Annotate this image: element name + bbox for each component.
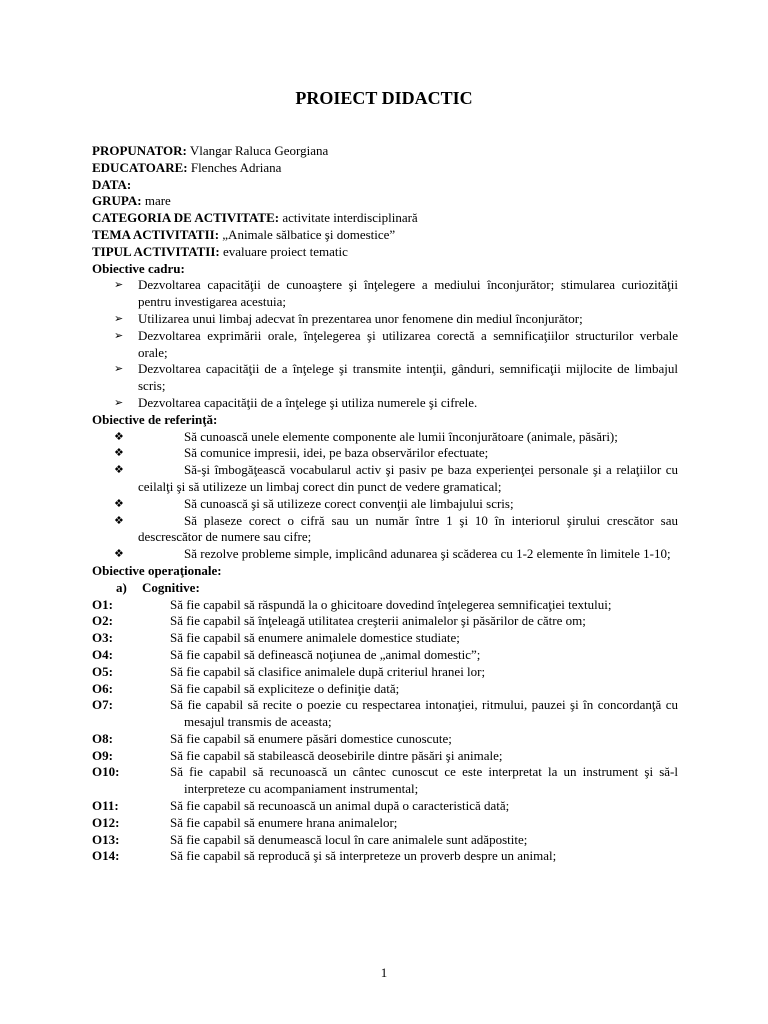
list-item: O6: Să fie capabil să expliciteze o definiţie dată; bbox=[92, 680, 400, 696]
obiective-referinta-list bbox=[92, 429, 678, 563]
field-tipul: TIPUL ACTIVITATII: evaluare proiect tematic bbox=[92, 243, 348, 259]
list-item: ❖ Să cunoască şi să utilizeze corect convenţii ale limbajului scris; bbox=[114, 495, 514, 511]
field-educatoare: EDUCATOARE: Flenches Adriana bbox=[92, 159, 282, 175]
section-heading-obiective-referinta: Obiective de referinţă: bbox=[92, 411, 218, 427]
obiective-cadru-list bbox=[92, 277, 678, 411]
field-propunator: PROPUNATOR: Vlangar Raluca Georgiana bbox=[92, 143, 329, 158]
list-item: ❖ Să plaseze corect o cifră sau un număr între 1 şi 10 în interiorul şirului crescător sau descrescător de numere sau cifre; bbox=[114, 512, 678, 545]
list-item: O12: Să fie capabil să enumere hrana animalelor; bbox=[92, 814, 398, 830]
list-item: ❖ Să-şi îmbogăţească vocabularul activ şi pasiv pe baza experienţei personale şi a relaţiilor cu ceilalţi şi să utilizeze un limbaj corect din punct de vedere gramatical; bbox=[114, 462, 678, 494]
arrow-bullet-icon: ➢ bbox=[114, 328, 124, 342]
obiective-operationale-list bbox=[92, 597, 678, 866]
list-item: O11: Să fie capabil să recunoască un animal după o caracteristică dată; bbox=[92, 798, 510, 814]
diamond-bullet-icon: ❖ bbox=[114, 446, 124, 460]
section-heading-obiective-cadru: Obiective cadru: bbox=[92, 260, 185, 276]
diamond-bullet-icon: ❖ bbox=[114, 547, 124, 561]
subsection-cognitive: a) Cognitive: bbox=[116, 579, 200, 595]
list-item: O1: Să fie capabil să răspundă la o ghicitoare dovedind înţelegerea semnificaţiei textului; bbox=[92, 596, 612, 612]
field-tema: TEMA ACTIVITATII: „Animale sălbatice şi domestice” bbox=[92, 226, 396, 242]
arrow-bullet-icon: ➢ bbox=[114, 311, 124, 325]
list-item: ❖ Să comunice impresii, idei, pe baza observărilor efectuate; bbox=[114, 445, 489, 461]
list-item: O9: Să fie capabil să stabilească deosebirile dintre păsări şi animale; bbox=[92, 747, 503, 763]
field-categoria: CATEGORIA DE ACTIVITATE: activitate interdisciplinară bbox=[92, 210, 418, 226]
header-fields bbox=[92, 143, 678, 261]
page-number: 1 bbox=[380, 965, 388, 980]
list-item: O2: Să fie capabil să înţeleagă utilitatea creşterii animalelor şi păsărilor de către om; bbox=[92, 613, 586, 629]
list-item: O4: Să fie capabil să definească noţiunea de „animal domestic”; bbox=[92, 646, 481, 662]
list-item: O7: Să fie capabil să recite o poezie cu respectarea intonaţiei, ritmului, pauzei şi în concordanţă cu mesajul transmis de aceasta; bbox=[92, 697, 678, 730]
diamond-bullet-icon: ❖ bbox=[114, 429, 124, 443]
list-item: ➢ Dezvoltarea capacităţii de a înţelege şi utiliza numerele şi cifrele. bbox=[114, 394, 478, 410]
list-item: ➢ Utilizarea unui limbaj adecvat în prezentarea unor fenomene din mediul înconjurător; bbox=[114, 310, 583, 326]
page-title: PROIECT DIDACTIC bbox=[295, 88, 473, 108]
section-heading-obiective-operationale: Obiective operaţionale: bbox=[92, 562, 222, 578]
diamond-bullet-icon: ❖ bbox=[114, 513, 124, 527]
list-item: O5: Să fie capabil să clasifice animalele după criteriul hranei lor; bbox=[92, 663, 486, 679]
list-item: O8: Să fie capabil să enumere păsări domestice cunoscute; bbox=[92, 730, 452, 746]
list-item: ❖ Să cunoască unele elemente componente ale lumii înconjurătoare (animale, păsări); bbox=[114, 428, 618, 444]
list-item: O14: Să fie capabil să reproducă şi să interpreteze un proverb despre un animal; bbox=[92, 848, 557, 864]
list-item: ➢ Dezvoltarea capacităţii de a înţelege şi transmite intenţii, gânduri, semnificaţii mijlocite de limbajul scris; bbox=[114, 361, 678, 394]
list-item: ➢ Dezvoltarea exprimării orale, înţelegerea şi utilizarea corectă a semnificaţiilor structurilor verbale orale; bbox=[114, 327, 678, 360]
field-grupa: GRUPA: mare bbox=[92, 193, 171, 209]
diamond-bullet-icon: ❖ bbox=[114, 496, 124, 510]
list-item: ❖ Să rezolve probleme simple, implicând adunarea şi scăderea cu 1-2 elemente în limitele 1-10; bbox=[114, 546, 671, 562]
arrow-bullet-icon: ➢ bbox=[114, 362, 124, 376]
document-body bbox=[92, 143, 678, 865]
list-item: ➢ Dezvoltarea capacităţii de cunoaştere şi înţelegere a mediului înconjurător; stimularea curiozităţii pentru investigarea acestuia; bbox=[114, 277, 678, 310]
list-item: O3: Să fie capabil să enumere animalele domestice studiate; bbox=[92, 630, 460, 646]
field-data: DATA: bbox=[92, 176, 132, 192]
list-item: O13: Să fie capabil să denumească locul în care animalele sunt adăpostite; bbox=[92, 831, 528, 847]
arrow-bullet-icon: ➢ bbox=[114, 395, 124, 409]
list-item: O10: Să fie capabil să recunoască un cântec cunoscut ce este interpretat la un instrument şi să-l interpreteze cu acompaniament instrumental; bbox=[92, 764, 678, 797]
diamond-bullet-icon: ❖ bbox=[114, 463, 124, 477]
arrow-bullet-icon: ➢ bbox=[114, 278, 124, 292]
